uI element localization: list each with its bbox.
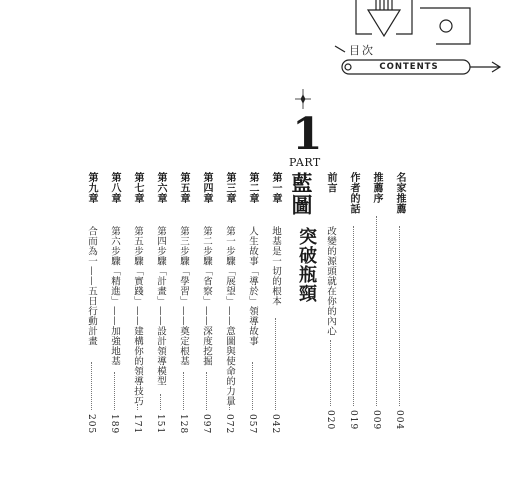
chapter-page-1: 042 [270, 414, 280, 435]
leader-line [114, 372, 115, 410]
chapter-page-9: 205 [86, 414, 96, 435]
part-title: 藍圖 [289, 172, 314, 216]
chapter-label-5: 第五章 [178, 172, 189, 204]
chapter-title-1: 地基是一切的根本 [270, 226, 281, 306]
front-label-4: 前言 [325, 172, 336, 193]
front-page-3: 019 [348, 410, 358, 431]
front-label-2: 推薦序 [371, 172, 382, 204]
chapter-title-8: 第六步驟「精進」——加強地基 [109, 226, 120, 366]
chapter-page-3: 072 [224, 414, 234, 435]
chapter-label-7: 第七章 [132, 172, 143, 204]
star-ornament-icon [295, 89, 311, 109]
front-page-4: 020 [325, 410, 335, 431]
front-title-4: 改變的源頭就在你的內心 [325, 226, 336, 336]
chapter-page-7: 171 [132, 414, 142, 435]
chapter-page-8: 189 [109, 414, 119, 435]
toc-title-en: CONTENTS [379, 62, 439, 72]
leader-line [229, 404, 230, 410]
part-number: 1 [292, 109, 323, 160]
chapter-title-2: 人生故事「導於」領導故事 [247, 226, 258, 346]
chapter-title-4: 第二步驟「省察」——深度挖掘 [201, 226, 212, 366]
leader-line [330, 340, 331, 406]
leader-line [183, 372, 184, 410]
chapter-label-1: 第一章 [270, 172, 281, 204]
leader-line [91, 362, 92, 410]
front-page-1: 004 [394, 410, 404, 431]
leader-line [206, 372, 207, 410]
front-label-3: 作者的話 [348, 172, 359, 214]
chapter-title-7: 第五步驟「實踐」——建構你的領導技巧 [132, 226, 143, 406]
leader-line [275, 318, 276, 410]
chapter-label-8: 第八章 [109, 172, 120, 204]
chapter-label-2: 第二章 [247, 172, 258, 204]
leader-line [252, 362, 253, 410]
chapter-label-6: 第六章 [155, 172, 166, 204]
chapter-page-6: 151 [155, 414, 165, 435]
chapter-label-4: 第四章 [201, 172, 212, 204]
header-ornament [0, 0, 520, 90]
chapter-page-5: 128 [178, 414, 188, 435]
part-word: PART [289, 156, 321, 169]
chapter-page-2: 057 [247, 414, 257, 435]
chapter-title-3: 第一步驟「展望」——意圖與使命的力量 [224, 226, 235, 406]
front-page-2: 009 [371, 410, 381, 431]
leader-line [399, 226, 400, 406]
part-subtitle: 突破瓶頸 [296, 227, 317, 303]
chapter-page-4: 097 [201, 414, 211, 435]
toc-title-cn: 目次 [349, 44, 375, 57]
chapter-title-5: 第三步驟「學習」——奠定根基 [178, 226, 189, 366]
leader-line [137, 404, 138, 410]
leader-line [376, 216, 377, 406]
chapter-title-6: 第四步驟「計畫」——設計領導模型 [155, 226, 166, 386]
chapter-title-9: 合而為一——五日行動計畫 [86, 226, 97, 346]
chapter-label-9: 第九章 [86, 172, 97, 204]
front-label-1: 名家推薦 [394, 172, 405, 214]
leader-line [353, 226, 354, 406]
chapter-label-3: 第三章 [224, 172, 235, 204]
leader-line [160, 394, 161, 410]
